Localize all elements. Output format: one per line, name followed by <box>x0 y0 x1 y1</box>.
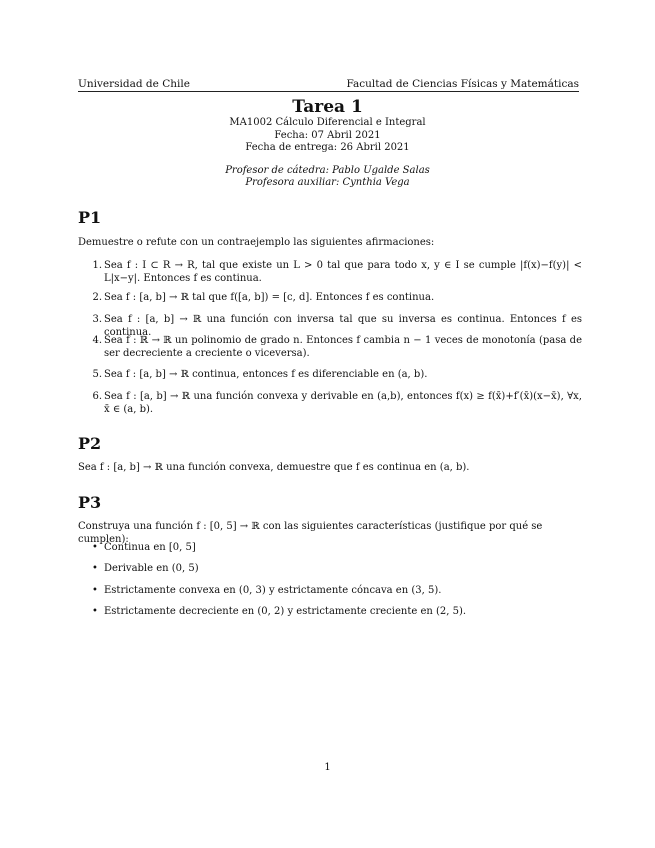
bullet-text: Continua en [0, 5] <box>104 542 196 553</box>
item-text: Sea f : I ⊂ R → R, tal que existe un L > 0 tal que para todo x, y ∈ I se cumple |f(x)−f(y)| < L|x−y|. Entonces f es continua. <box>104 260 582 284</box>
bullet-item <box>92 585 572 598</box>
course-name: MA1002 Cálculo Diferencial e Integral <box>229 117 426 128</box>
list-item <box>90 335 582 361</box>
p1-intro: Demuestre o refute con un contraejemplo las siguientes afirmaciones: <box>78 237 435 248</box>
item-number: 4. <box>92 335 102 346</box>
item-number: 3. <box>92 314 102 325</box>
item-number: 5. <box>92 369 102 380</box>
bullet-text: Derivable en (0, 5) <box>104 563 199 574</box>
due-date: Fecha de entrega: 26 Abril 2021 <box>245 142 410 153</box>
item-number: 2. <box>92 292 102 303</box>
list-item <box>90 260 582 286</box>
list-item <box>90 391 582 417</box>
item-text: Sea f : [a, b] → ℝ una función con inversa tal que su inversa es continua. Entonces f es continua. <box>104 314 582 338</box>
header-university: Universidad de Chile <box>78 78 190 90</box>
section-heading-p1: P1 <box>78 208 102 227</box>
title-block <box>0 97 655 190</box>
bullet-text: Estrictamente decreciente en (0, 2) y estrictamente creciente en (2, 5). <box>104 606 467 617</box>
list-item <box>90 369 582 382</box>
document-title: Tarea 1 <box>292 97 363 117</box>
bullet-item <box>92 563 572 576</box>
item-text: Sea f : [a, b] → ℝ continua, entonces f es diferenciable en (a, b). <box>104 369 428 380</box>
p3-intro: Construya una función f : [0, 5] → ℝ con las siguientes características (justifique por qué se cumplen): <box>78 521 543 545</box>
p2-text: Sea f : [a, b] → ℝ una función convexa, demuestre que f es continua en (a, b). <box>78 462 470 473</box>
item-number: 1. <box>92 260 102 271</box>
bullet-icon: • <box>92 606 98 617</box>
professor: Profesor de cátedra: Pablo Ugalde Salas <box>225 164 430 176</box>
bullet-item <box>92 606 572 619</box>
bullet-icon: • <box>92 542 98 553</box>
auxiliary: Profesora auxiliar: Cynthia Vega <box>245 177 410 188</box>
issue-date: Fecha: 07 Abril 2021 <box>274 129 381 141</box>
item-number: 6. <box>92 391 102 402</box>
list-item <box>90 292 582 305</box>
item-text: Sea f : ℝ → ℝ un polinomio de grado n. Entonces f cambia n − 1 veces de monotonía (pasa de ser decreciente a creciente o viceversa). <box>104 335 582 359</box>
item-text: Sea f : [a, b] → ℝ tal que f([a, b]) = [c, d]. Entonces f es continua. <box>104 292 435 303</box>
item-text: Sea f : [a, b] → ℝ una función convexa y derivable en (a,b), entonces f(x) ≥ f(x̄)+f′(x̄)(x−x̄), ∀x, x̄ ∈ (a, b). <box>104 391 582 415</box>
bullet-text: Estrictamente convexa en (0, 3) y estrictamente cóncava en (3, 5). <box>104 585 442 596</box>
header-faculty: Facultad de Ciencias Físicas y Matemáticas <box>346 78 579 90</box>
bullet-item <box>92 542 572 555</box>
bullet-icon: • <box>92 585 98 596</box>
page-number: 1 <box>324 762 331 773</box>
bullet-icon: • <box>92 563 98 574</box>
list-item <box>90 314 582 338</box>
section-heading-p2: P2 <box>78 434 102 453</box>
section-heading-p3: P3 <box>78 493 102 512</box>
page-header <box>78 78 579 92</box>
